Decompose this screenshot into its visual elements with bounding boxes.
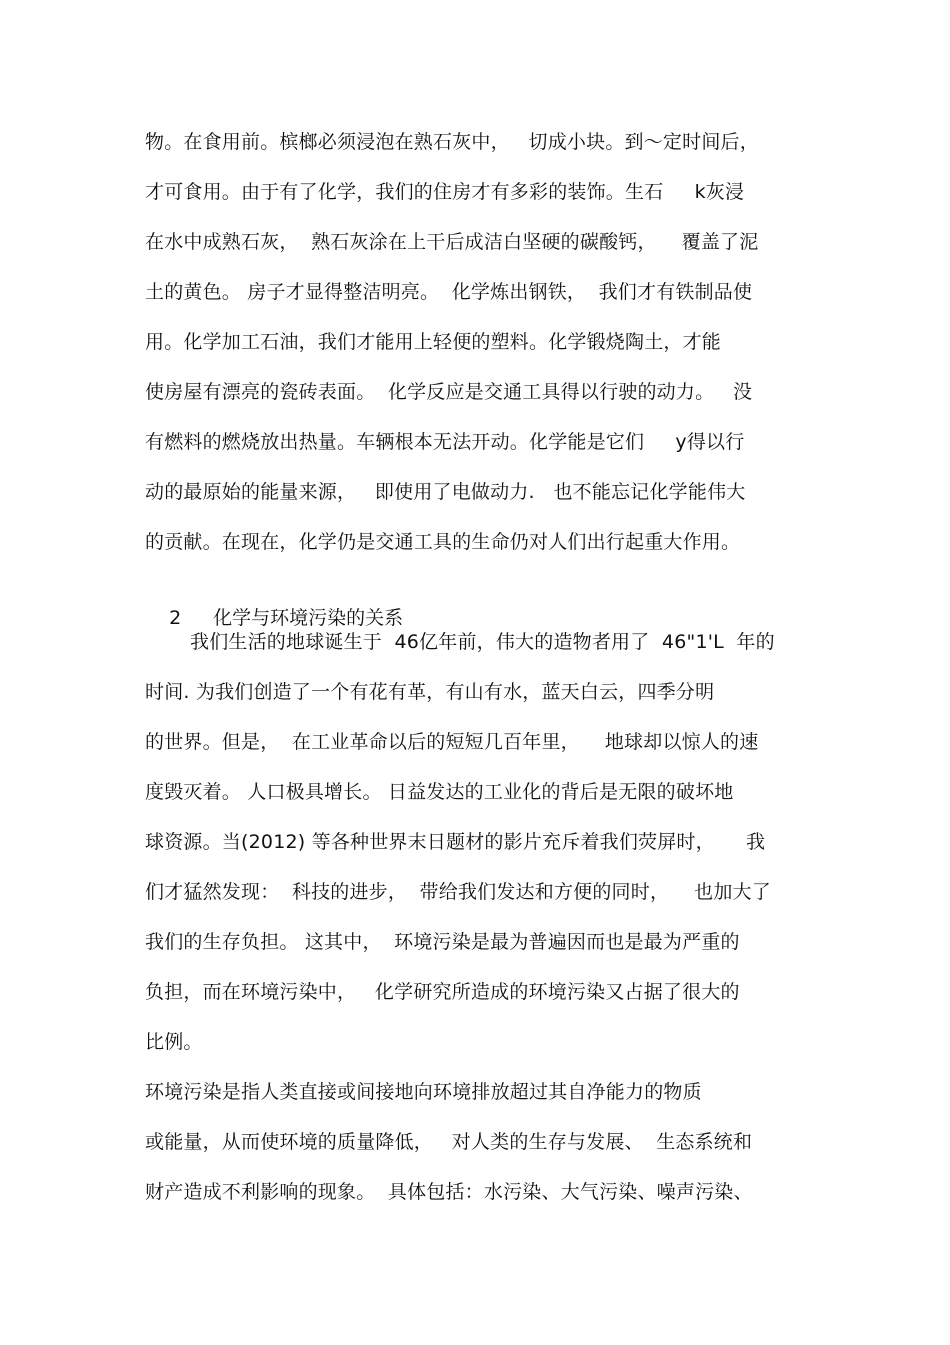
text-line: 我们生活的地球诞生于 46亿年前，伟大的造物者用了 46"1'L 年的 [190, 631, 775, 653]
text-line: 有燃料的燃烧放出热量。车辆根本无法开动。化学能是它们 y得以行 [145, 431, 745, 453]
text-line: 度毁灭着。 人口极具增长。 日益发达的工业化的背后是无限的破坏地 [145, 781, 734, 803]
text-line: 球资源。当(2012) 等各种世界末日题材的影片充斥着我们荧屏时， 我 [145, 831, 766, 853]
section-title: 化学与环境污染的关系 [213, 607, 404, 629]
text-line: 财产造成不利影响的现象。 具体包括：水污染、大气污染、噪声污染、 [145, 1181, 753, 1203]
text-line: 负担，而在环境污染中， 化学研究所造成的环境污染又占据了很大的 [145, 981, 740, 1003]
section-number: 2 [169, 607, 182, 629]
text-line: 物。在食用前。槟榔必须浸泡在熟石灰中， 切成小块。到～定时间后， [145, 131, 759, 153]
text-line: 我们的生存负担。 这其中， 环境污染是最为普遍因而也是最为严重的 [145, 931, 740, 953]
text-line: 才可食用。由于有了化学，我们的住房才有多彩的装饰。生石 k灰浸 [145, 181, 745, 203]
text-line: 土的黄色。 房子才显得整洁明亮。 化学炼出钢铁， 我们才有铁制品使 [145, 281, 753, 303]
text-line: 的贡献。在现在，化学仍是交通工具的生命仍对人们出行起重大作用。 [145, 531, 741, 553]
text-line: 们才猛然发现： 科技的进步， 带给我们发达和方便的同时， 也加大了 [145, 881, 771, 903]
text-line: 或能量，从而使环境的质量降低， 对人类的生存与发展、 生态系统和 [145, 1131, 753, 1153]
text-line: 动的最原始的能量来源， 即使用了电做动力. 也不能忘记化学能伟大 [145, 481, 746, 503]
text-line: 使房屋有漂亮的瓷砖表面。 化学反应是交通工具得以行驶的动力。 没 [145, 381, 753, 403]
text-line: 在水中成熟石灰， 熟石灰涂在上干后成洁白坚硬的碳酸钙， 覆盖了泥 [145, 231, 759, 253]
text-line: 比例。 [145, 1031, 203, 1053]
text-line: 时间. 为我们创造了一个有花有革，有山有水，蓝天白云，四季分明 [145, 681, 715, 703]
text-line: 的世界。但是， 在工业革命以后的短短几百年里， 地球却以惊人的速 [145, 731, 759, 753]
text-line: 用。化学加工石油，我们才能用上轻便的塑料。化学锻烧陶土，才能 [145, 331, 722, 353]
text-line: 环境污染是指人类直接或间接地向环境排放超过其自净能力的物质 [145, 1081, 702, 1103]
